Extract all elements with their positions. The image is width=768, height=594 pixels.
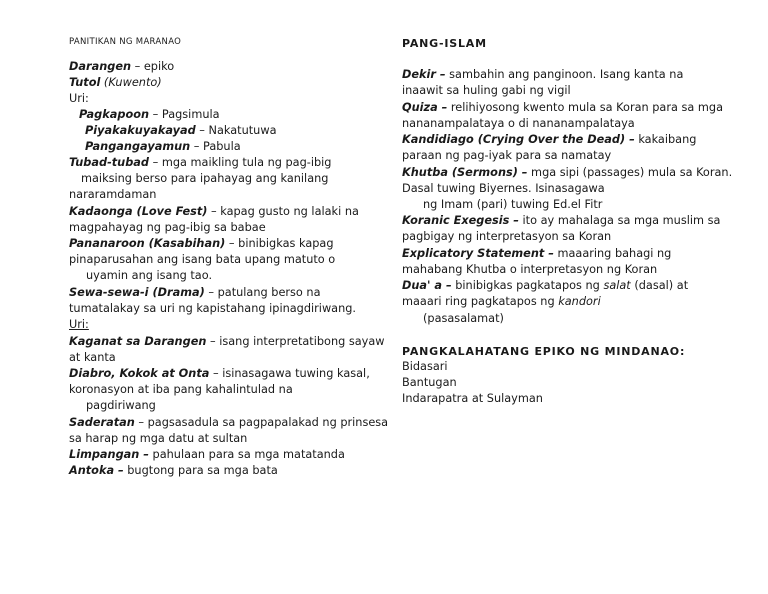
epiko-item: Indarapatra at Sulayman	[402, 392, 543, 405]
definition: mga sipi (passages) mula sa Koran.	[527, 166, 733, 179]
italic-word: salat	[603, 279, 631, 292]
definition-cont: mahabang Khutba o interpretasyon ng Koran	[402, 263, 658, 276]
term: Pangangayamun	[85, 140, 191, 153]
definition: – mga maikling tula ng pag-ibig	[149, 156, 332, 169]
right-header: PANG-ISLAM	[402, 37, 487, 50]
definition: – epiko	[131, 60, 175, 73]
term: Diabro, Kokok at Onta	[69, 367, 210, 380]
term: Darangen	[69, 60, 132, 73]
term: Khutba (Sermons) –	[402, 166, 528, 179]
definition-cont: (pasasalamat)	[423, 312, 504, 325]
definition: ito ay mahalaga sa mga muslim sa	[518, 214, 721, 227]
term: Tutol	[69, 76, 101, 89]
entry-pananaroon	[69, 236, 334, 252]
term: Quiza –	[402, 101, 448, 114]
term: Antoka –	[69, 464, 124, 477]
definition-cont: sa harap ng mga datu at sultan	[69, 432, 248, 445]
definition: binibigkas pagkatapos ng	[451, 279, 604, 292]
definition: – pagsasadula sa pagpapalakad ng prinsesa	[134, 416, 389, 429]
definition: relihiyosong kwento mula sa Koran para sa mga	[447, 101, 724, 114]
entry-dekir	[402, 67, 683, 83]
left-header: PANITIKAN NG MARANAO	[69, 37, 182, 47]
alt-term: (Kuwento)	[100, 76, 162, 89]
entry-pangangayamun	[85, 139, 241, 155]
definition: maaari ring pagkatapos ng	[402, 295, 559, 308]
term: Kaganat sa Darangen	[69, 335, 207, 348]
entry-kadaonga	[69, 204, 359, 220]
entry-kandidiago	[402, 132, 696, 148]
term: Koranic Exegesis –	[402, 214, 519, 227]
entry-diabro	[69, 366, 370, 382]
entry-saderatan	[69, 415, 388, 431]
definition: – isinasagawa tuwing kasal,	[209, 367, 370, 380]
uri-label-1: Uri:	[69, 92, 89, 105]
definition-cont: inaawit sa huling gabi ng vigil	[402, 84, 571, 97]
entry-sewa-sewa-i	[69, 285, 321, 301]
definition: – Pagsimula	[149, 108, 220, 121]
definition-cont: pagdiriwang	[86, 399, 156, 412]
definition-cont: pinaparusahan ang isang bata upang matuto o	[69, 253, 336, 266]
definition: – isang interpretatibong sayaw	[206, 335, 385, 348]
entry-kaganat	[69, 334, 385, 350]
epiko-header: PANGKALAHATANG EPIKO NG MINDANAO:	[402, 345, 686, 358]
definition: kakaibang	[634, 133, 697, 146]
term: Explicatory Statement –	[402, 247, 554, 260]
definition-cont: nananampalataya o di nananampalataya	[402, 117, 635, 130]
term: Tubad-tubad	[69, 156, 150, 169]
term: Pagkapoon	[79, 108, 150, 121]
term: Kadaonga (Love Fest)	[69, 205, 208, 218]
definition: – Pabula	[190, 140, 241, 153]
term: Sewa-sewa-i (Drama)	[69, 286, 205, 299]
epiko-item: Bantugan	[402, 376, 457, 389]
definition-cont: ng Imam (pari) tuwing Ed.el Fitr	[423, 198, 603, 211]
term: Pananaroon (Kasabihan)	[69, 237, 226, 250]
definition-cont: koronasyon at iba pang kahalintulad na	[69, 383, 293, 396]
definition-cont: paraan ng pag-iyak para sa namatay	[402, 149, 612, 162]
uri-label-2: Uri:	[69, 318, 89, 331]
entry-limpangan	[69, 447, 345, 463]
definition: sambahin ang panginoon. Isang kanta na	[445, 68, 684, 81]
definition-cont: uyamin ang isang tao.	[86, 269, 213, 282]
definition: – patulang berso na	[204, 286, 321, 299]
definition: – binibigkas kapag	[225, 237, 334, 250]
definition-cont: at kanta	[69, 351, 116, 364]
entry-khutba	[402, 165, 732, 181]
definition: – kapag gusto ng lalaki na	[207, 205, 359, 218]
entry-explicatory-statement	[402, 246, 671, 262]
entry-darangen	[69, 59, 174, 75]
definition-cont: maiksing berso para ipahayag ang kanilang	[81, 172, 329, 185]
entry-koranic-exegesis	[402, 213, 720, 229]
definition: pahulaan para sa mga matatanda	[148, 448, 345, 461]
entry-tutol	[69, 75, 162, 91]
epiko-item: Bidasari	[402, 360, 448, 373]
definition: – Nakatutuwa	[195, 124, 277, 137]
entry-antoka	[69, 463, 278, 479]
definition-cont: pagbigay ng interpretasyon sa Koran	[402, 230, 612, 243]
entry-quiza	[402, 100, 723, 116]
definition-cont: Dasal tuwing Biyernes. Isinasagawa	[402, 182, 605, 195]
entry-tubad-tubad	[69, 155, 331, 171]
definition: bugtong para sa mga bata	[123, 464, 278, 477]
definition: maaaring bahagi ng	[553, 247, 672, 260]
italic-word: kandori	[558, 295, 601, 308]
term: Dekir –	[402, 68, 446, 81]
term: Kandidiago (Crying Over the Dead) –	[402, 133, 635, 146]
definition-cont: nararamdaman	[69, 188, 157, 201]
term: Saderatan	[69, 416, 135, 429]
definition-cont	[402, 294, 601, 310]
entry-dua-a	[402, 278, 688, 294]
entry-pagkapoon	[79, 107, 220, 123]
term: Dua' a –	[402, 279, 452, 292]
definition-cont: tumatalakay sa uri ng kapistahang ipinagdiriwang.	[69, 302, 357, 315]
definition-cont: magpahayag ng pag-ibig sa babae	[69, 221, 266, 234]
term: Limpangan –	[69, 448, 149, 461]
entry-piyakakuyakayad	[85, 123, 277, 139]
definition: (dasal) at	[630, 279, 689, 292]
term: Piyakakuyakayad	[85, 124, 196, 137]
